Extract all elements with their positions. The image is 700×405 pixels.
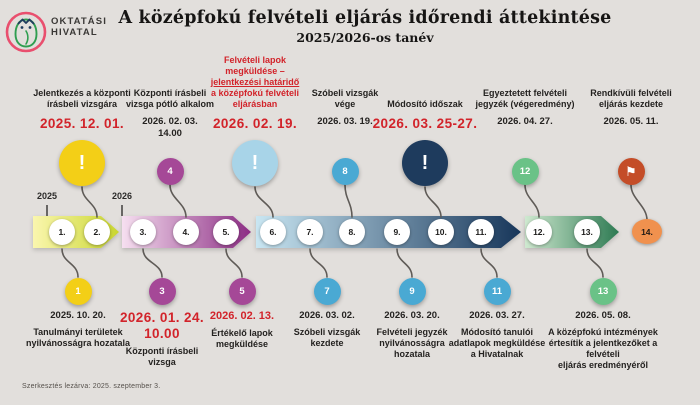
event-date-line: 2026. 05. 08. [575,310,631,321]
event-label-line: a középfokú felvételi [210,88,300,98]
event-number-marker: 7 [314,278,341,305]
alert-exclamation-marker: ! [402,140,448,186]
event-date-line: 14.00 [158,127,182,139]
event-text-block [538,310,668,371]
event-number-marker: 12 [512,158,539,185]
event-date-line: 2026. 04. 27. [497,116,553,127]
timeline-step-5: 5. [213,219,239,245]
timeline-event-top-7 [566,50,696,192]
event-label-line: Felvételi lapok [223,55,287,65]
event-label [538,327,668,371]
timeline-event-bottom-7 [538,270,668,400]
event-number-marker: 8 [332,158,359,185]
timeline-step-4: 4. [173,219,199,245]
timeline-step-12: 12. [526,219,552,245]
event-label [566,88,696,110]
event-label-line: felvételi [586,348,620,359]
event-date-line: 2026. 03. 02. [299,310,355,321]
flag-icon: ⚑ [618,158,645,185]
event-label-line: Rendkívüli felvételi [590,88,672,98]
event-label-line: értesítik a jelentkezőket a [548,337,658,348]
event-date-line: 2026. 01. 24. [119,310,205,325]
event-label-line: a Hivatalnak [470,348,524,359]
timeline-step-3: 3. [130,219,156,245]
event-label-line: Egyeztetett felvételi [482,88,568,98]
alert-exclamation-marker: ! [232,140,278,186]
year-marker-2025: 2025 [36,191,58,201]
event-label-line: megküldése [215,339,269,349]
page-title: A középfokú felvételi eljárás időrendi áttekintése [118,8,612,28]
event-label-line: vizsga pótló alkalom [125,99,215,109]
event-date-line: 2025. 12. 01. [39,116,125,131]
event-label-line: írásbeli vizsgára [46,99,118,109]
event-date-line: 2026. 03. 19. [317,116,373,127]
event-date-line: 2026. 05. 11. [603,116,659,127]
event-label-line: jelentkezési határidő [210,77,300,87]
event-label-line: adatlapok megküldése [448,337,546,348]
event-number-marker: 4 [157,158,184,185]
event-label-line: Szóbeli vizsgák [293,326,361,337]
event-number-marker: 9 [399,278,426,305]
event-number-marker: 11 [484,278,511,305]
event-number-marker: 1 [65,278,92,305]
page-subtitle: 2025/2026-os tanév [296,30,434,45]
timeline-step-2: 2. [84,219,110,245]
timeline-step-10: 10. [428,219,454,245]
event-date-line: 2026. 03. 27. [469,310,525,321]
timeline-step-6: 6. [260,219,286,245]
timeline-step-14: 14. [632,219,662,244]
event-label-line: vizsga [148,357,176,367]
event-label-line: Szóbeli vizsgák [311,88,379,98]
timeline-step-9: 9. [384,219,410,245]
event-label-line: eljárás eredményéről [557,359,649,370]
event-label-line: jegyzék (végeredmény) [475,99,575,109]
event-label-line: Módosító tanulói [461,326,533,337]
event-label-line: A középfokú intézmények [548,326,658,337]
logo-line1: OKTATÁSI [51,16,107,27]
event-date [538,310,668,322]
event-label-line: Jelentkezés a központi [33,88,131,98]
editorial-note: Szerkesztés lezárva: 2025. szeptember 3. [22,383,161,390]
event-date-line: 10.00 [144,325,180,341]
event-label-line: eljárásban [232,99,278,109]
event-label-line: megküldése – [225,66,285,76]
event-date-line: 2026. 02. 03. [142,116,198,127]
event-label-line: kezdete [310,337,344,348]
event-label-line: Központi írásbeli [133,88,207,98]
year-marker-2026: 2026 [111,191,133,201]
event-label-line: Értékelő lapok [211,328,273,338]
event-date-line: 2026. 03. 20. [384,310,440,321]
event-label-line: eljárás kezdete [598,99,664,109]
timeline-step-1: 1. [49,219,75,245]
event-number-marker: 13 [590,278,617,305]
event-label-line: Módosító időszak [387,99,463,109]
event-label-line: Központi írásbeli [125,346,199,356]
event-label-line: hozatala [393,348,430,359]
event-date [566,116,696,128]
event-label-line: Felvételi jegyzék [376,326,448,337]
event-label-line: nyilvánosságra hozatala [25,337,131,348]
timeline-step-11: 11. [468,219,494,245]
event-date-line: 2026. 03. 25-27. [372,116,478,131]
event-label-line: vége [334,99,356,109]
event-date-line: 2025. 10. 20. [50,310,106,321]
event-label-line: Tanulmányi területek [33,326,123,337]
timeline-step-8: 8. [339,219,365,245]
event-number-marker: 5 [229,278,256,305]
event-date-line: 2026. 02. 19. [212,116,298,131]
timeline-step-13: 13. [574,219,600,245]
logo-line2: HIVATAL [51,26,98,38]
event-date-line: 2026. 02. 13. [209,310,275,322]
event-label-line: nyilvánosságra [379,337,445,348]
event-number-marker: 3 [149,278,176,305]
alert-exclamation-marker: ! [59,140,105,186]
timeline-step-7: 7. [297,219,323,245]
